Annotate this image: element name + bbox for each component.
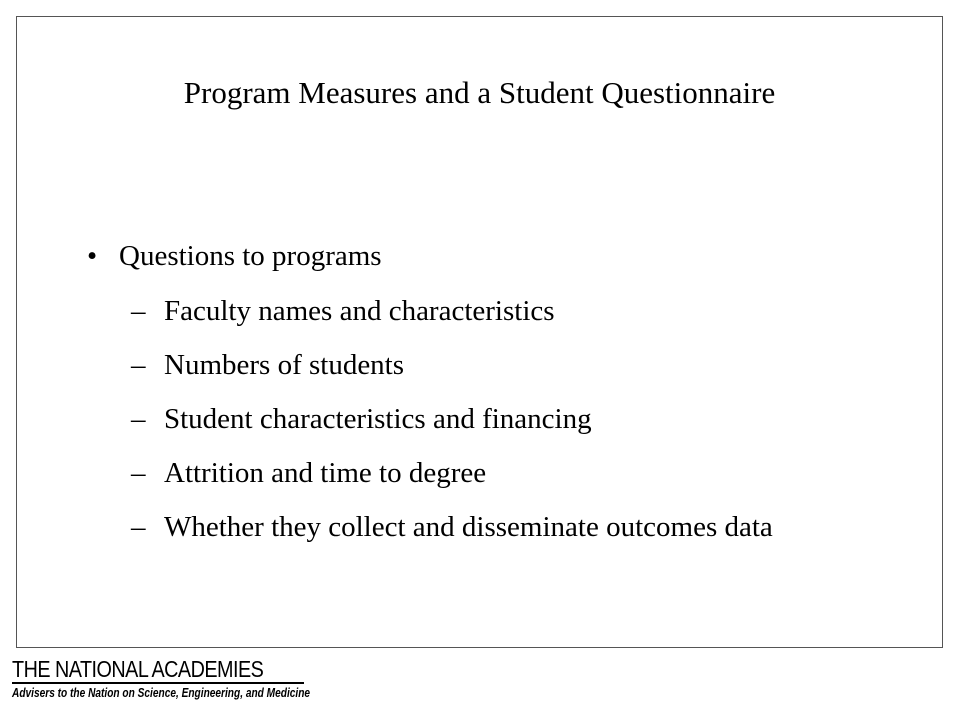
dash-icon: – bbox=[131, 295, 146, 327]
slide-title: Program Measures and a Student Questionnaire bbox=[183, 75, 776, 110]
sub-item-faculty bbox=[87, 294, 917, 328]
bullet-dot-icon: • bbox=[87, 240, 98, 272]
logo-divider bbox=[12, 682, 304, 684]
sub-item-text: Attrition and time to degree bbox=[164, 457, 487, 489]
national-academies-logo bbox=[12, 656, 312, 700]
sub-item-text: Whether they collect and disseminate outcomes data bbox=[164, 511, 773, 543]
sub-bullet-list bbox=[87, 294, 917, 544]
bullet-item-questions-to-programs bbox=[87, 239, 917, 273]
dash-icon: – bbox=[131, 349, 146, 381]
sub-item-attrition bbox=[87, 456, 917, 490]
dash-icon: – bbox=[131, 511, 146, 543]
logo-organization-name: THE NATIONAL ACADEMIES bbox=[12, 656, 264, 682]
dash-icon: – bbox=[131, 457, 146, 489]
bullet-text: Questions to programs bbox=[119, 240, 382, 272]
sub-item-students bbox=[87, 348, 917, 382]
dash-icon: – bbox=[131, 403, 146, 435]
sub-item-text: Faculty names and characteristics bbox=[164, 295, 555, 327]
sub-item-financing bbox=[87, 402, 917, 436]
sub-item-outcomes bbox=[87, 510, 917, 544]
logo-tagline: Advisers to the Nation on Science, Engineering, and Medicine bbox=[12, 685, 311, 700]
slide-frame bbox=[16, 16, 943, 648]
sub-item-text: Numbers of students bbox=[164, 349, 405, 381]
bullet-list bbox=[87, 239, 917, 293]
sub-item-text: Student characteristics and financing bbox=[164, 403, 592, 435]
